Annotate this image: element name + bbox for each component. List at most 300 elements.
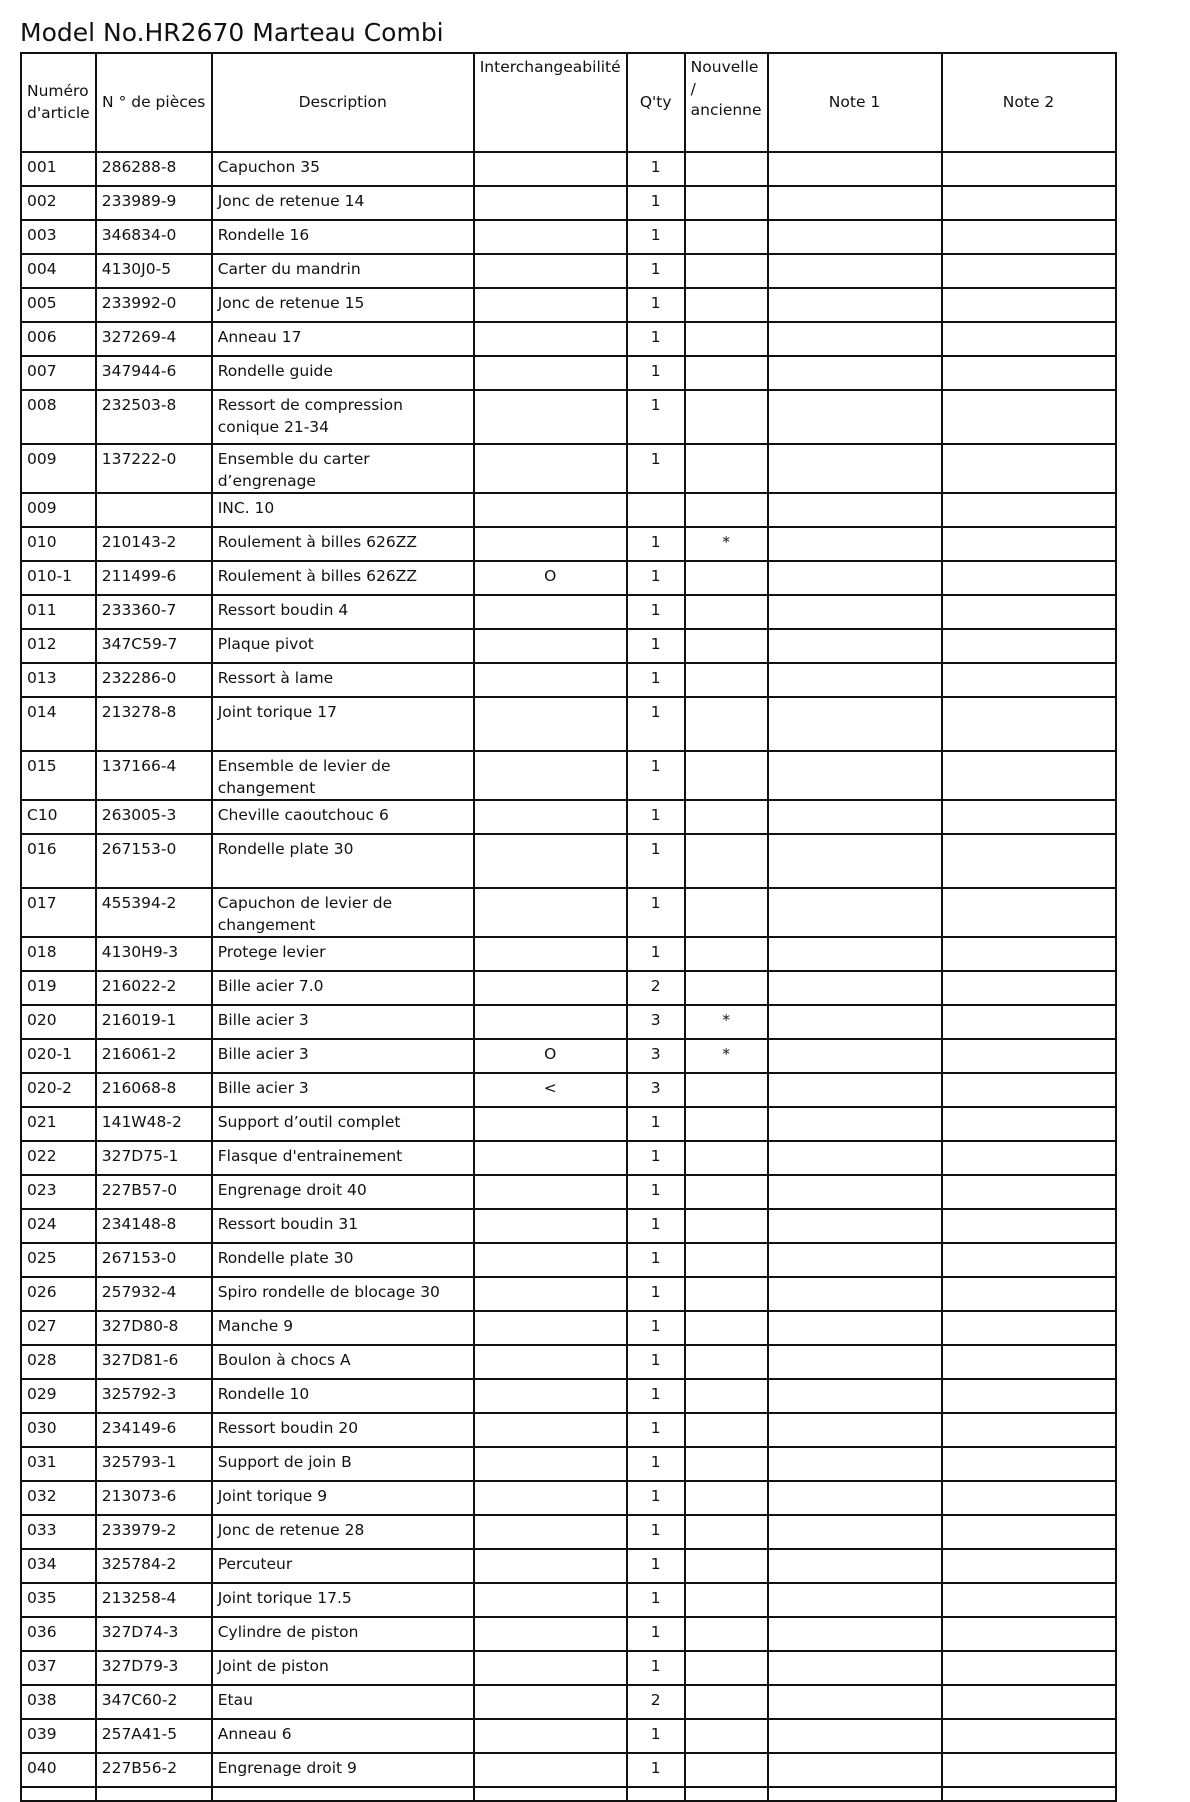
- cell-description: Protege levier: [212, 937, 474, 971]
- cell-interchangeability: [474, 1685, 627, 1719]
- cell-interchangeability: [474, 1515, 627, 1549]
- cell-new-old: [685, 356, 768, 390]
- cell-item-no: 013: [21, 663, 96, 697]
- cell-new-old: [685, 220, 768, 254]
- cell-description: Capuchon 35: [212, 152, 474, 186]
- cell-empty: [768, 1787, 942, 1801]
- cell-note2: [942, 1175, 1116, 1209]
- cell-qty: 1: [627, 288, 685, 322]
- cell-item-no: 001: [21, 152, 96, 186]
- cell-description: Bille acier 3: [212, 1005, 474, 1039]
- cell-qty: 1: [627, 254, 685, 288]
- table-row: [21, 1753, 1116, 1787]
- cell-empty: [474, 1787, 627, 1801]
- cell-part-no: 347C59-7: [96, 629, 212, 663]
- cell-item-no: 010-1: [21, 561, 96, 595]
- table-row: [21, 390, 1116, 444]
- cell-note2: [942, 356, 1116, 390]
- cell-interchangeability: [474, 1345, 627, 1379]
- cell-note1: [768, 834, 942, 888]
- cell-interchangeability: [474, 800, 627, 834]
- cell-part-no: 325792-3: [96, 1379, 212, 1413]
- cell-item-no: 020-2: [21, 1073, 96, 1107]
- cell-note1: [768, 1447, 942, 1481]
- cell-note1: [768, 1277, 942, 1311]
- cell-description: Engrenage droit 40: [212, 1175, 474, 1209]
- cell-note1: [768, 937, 942, 971]
- cell-new-old: *: [685, 1039, 768, 1073]
- cell-part-no: 227B57-0: [96, 1175, 212, 1209]
- cell-interchangeability: [474, 971, 627, 1005]
- header-description: Description: [212, 53, 474, 152]
- cell-interchangeability: O: [474, 561, 627, 595]
- cell-note1: [768, 220, 942, 254]
- cell-note1: [768, 322, 942, 356]
- cell-note1: [768, 663, 942, 697]
- cell-part-no: 233992-0: [96, 288, 212, 322]
- cell-description: Jonc de retenue 14: [212, 186, 474, 220]
- cell-note1: [768, 1209, 942, 1243]
- cell-note2: [942, 629, 1116, 663]
- cell-description: Joint de piston: [212, 1651, 474, 1685]
- table-row: [21, 1175, 1116, 1209]
- table-row: [21, 1583, 1116, 1617]
- table-row: [21, 1651, 1116, 1685]
- cell-item-no: 018: [21, 937, 96, 971]
- cell-empty: [627, 1787, 685, 1801]
- cell-interchangeability: [474, 1175, 627, 1209]
- table-row: [21, 1141, 1116, 1175]
- cell-note1: [768, 1345, 942, 1379]
- cell-interchangeability: [474, 888, 627, 937]
- cell-item-no: 032: [21, 1481, 96, 1515]
- cell-part-no: 233989-9: [96, 186, 212, 220]
- cell-interchangeability: [474, 834, 627, 888]
- cell-note2: [942, 152, 1116, 186]
- table-row: [21, 1073, 1116, 1107]
- cell-interchangeability: [474, 1413, 627, 1447]
- cell-qty: 1: [627, 663, 685, 697]
- cell-note1: [768, 629, 942, 663]
- cell-note2: [942, 1413, 1116, 1447]
- cell-qty: 3: [627, 1039, 685, 1073]
- cell-qty: 1: [627, 629, 685, 663]
- cell-description: Flasque d'entrainement: [212, 1141, 474, 1175]
- cell-note2: [942, 561, 1116, 595]
- header-item-no: Numéro d'article: [21, 53, 96, 152]
- cell-note1: [768, 888, 942, 937]
- cell-qty: 1: [627, 1311, 685, 1345]
- cell-item-no: 015: [21, 751, 96, 800]
- cell-qty: 1: [627, 1515, 685, 1549]
- header-part-no: N ° de pièces: [96, 53, 212, 152]
- cell-item-no: 030: [21, 1413, 96, 1447]
- cell-new-old: [685, 322, 768, 356]
- cell-interchangeability: [474, 1651, 627, 1685]
- cell-note1: [768, 444, 942, 493]
- cell-new-old: [685, 595, 768, 629]
- table-row: [21, 1379, 1116, 1413]
- cell-note2: [942, 751, 1116, 800]
- cell-interchangeability: <: [474, 1073, 627, 1107]
- cell-new-old: [685, 1583, 768, 1617]
- cell-item-no: 025: [21, 1243, 96, 1277]
- cell-description: INC. 10: [212, 493, 474, 527]
- cell-note2: [942, 1141, 1116, 1175]
- cell-qty: 1: [627, 937, 685, 971]
- cell-part-no: 141W48-2: [96, 1107, 212, 1141]
- cell-qty: 1: [627, 356, 685, 390]
- page-title: Model No.HR2670 Marteau Combi: [20, 18, 444, 47]
- cell-qty: 1: [627, 751, 685, 800]
- cell-interchangeability: [474, 1107, 627, 1141]
- cell-interchangeability: [474, 1005, 627, 1039]
- cell-note2: [942, 1107, 1116, 1141]
- cell-description: Ressort boudin 20: [212, 1413, 474, 1447]
- cell-part-no: 327D79-3: [96, 1651, 212, 1685]
- table-row: [21, 629, 1116, 663]
- cell-note1: [768, 1719, 942, 1753]
- cell-item-no: 011: [21, 595, 96, 629]
- cell-part-no: 257A41-5: [96, 1719, 212, 1753]
- cell-qty: 1: [627, 800, 685, 834]
- cell-new-old: [685, 1481, 768, 1515]
- cell-item-no: 033: [21, 1515, 96, 1549]
- cell-item-no: 037: [21, 1651, 96, 1685]
- cell-item-no: 035: [21, 1583, 96, 1617]
- cell-qty: 1: [627, 220, 685, 254]
- cell-interchangeability: [474, 288, 627, 322]
- cell-new-old: [685, 186, 768, 220]
- cell-note1: [768, 1175, 942, 1209]
- cell-note2: [942, 834, 1116, 888]
- cell-qty: 1: [627, 1345, 685, 1379]
- cell-part-no: 327D81-6: [96, 1345, 212, 1379]
- cell-qty: 1: [627, 152, 685, 186]
- table-row: [21, 1447, 1116, 1481]
- cell-item-no: 026: [21, 1277, 96, 1311]
- cell-note2: [942, 254, 1116, 288]
- cell-part-no: 347944-6: [96, 356, 212, 390]
- header-qty: Q'ty: [627, 53, 685, 152]
- cell-note2: [942, 527, 1116, 561]
- cell-interchangeability: [474, 356, 627, 390]
- cell-note2: [942, 937, 1116, 971]
- cell-new-old: [685, 254, 768, 288]
- cell-interchangeability: [474, 1209, 627, 1243]
- cell-note1: [768, 1617, 942, 1651]
- table-row: [21, 1345, 1116, 1379]
- cell-note2: [942, 322, 1116, 356]
- cell-interchangeability: [474, 937, 627, 971]
- table-row: [21, 1209, 1116, 1243]
- cell-item-no: 016: [21, 834, 96, 888]
- table-row: [21, 1549, 1116, 1583]
- cell-description: Joint torique 17.5: [212, 1583, 474, 1617]
- cell-note2: [942, 1583, 1116, 1617]
- cell-new-old: [685, 629, 768, 663]
- cell-item-no: 007: [21, 356, 96, 390]
- cell-part-no: 234149-6: [96, 1413, 212, 1447]
- cell-qty: 1: [627, 1141, 685, 1175]
- cell-new-old: [685, 1209, 768, 1243]
- table-row: [21, 663, 1116, 697]
- cell-note1: [768, 697, 942, 751]
- cell-new-old: [685, 1311, 768, 1345]
- cell-note1: [768, 288, 942, 322]
- cell-part-no: 137222-0: [96, 444, 212, 493]
- table-row: [21, 1617, 1116, 1651]
- cell-description: Support d’outil complet: [212, 1107, 474, 1141]
- cell-interchangeability: [474, 220, 627, 254]
- cell-note2: [942, 697, 1116, 751]
- cell-item-no: 023: [21, 1175, 96, 1209]
- cell-description: Joint torique 17: [212, 697, 474, 751]
- cell-new-old: [685, 1447, 768, 1481]
- table-row: [21, 152, 1116, 186]
- table-row: [21, 288, 1116, 322]
- cell-part-no: 213278-8: [96, 697, 212, 751]
- cell-note2: [942, 288, 1116, 322]
- cell-interchangeability: [474, 1379, 627, 1413]
- cell-new-old: [685, 1549, 768, 1583]
- cell-part-no: 286288-8: [96, 152, 212, 186]
- cell-note1: [768, 1753, 942, 1787]
- cell-description: Ressort boudin 31: [212, 1209, 474, 1243]
- cell-part-no: 137166-4: [96, 751, 212, 800]
- cell-qty: 1: [627, 834, 685, 888]
- cell-qty: 1: [627, 561, 685, 595]
- cell-note1: [768, 1243, 942, 1277]
- cell-item-no: 010: [21, 527, 96, 561]
- table-row: [21, 493, 1116, 527]
- cell-part-no: 216022-2: [96, 971, 212, 1005]
- cell-note2: [942, 1345, 1116, 1379]
- cell-part-no: 327D80-8: [96, 1311, 212, 1345]
- cell-note2: [942, 220, 1116, 254]
- cell-item-no: 014: [21, 697, 96, 751]
- cell-new-old: [685, 888, 768, 937]
- table-row: [21, 322, 1116, 356]
- cell-item-no: 019: [21, 971, 96, 1005]
- cell-note1: [768, 390, 942, 444]
- cell-new-old: [685, 751, 768, 800]
- cell-description: Support de join B: [212, 1447, 474, 1481]
- cell-qty: 1: [627, 1413, 685, 1447]
- cell-part-no: 327D75-1: [96, 1141, 212, 1175]
- cell-new-old: [685, 493, 768, 527]
- cell-new-old: [685, 1175, 768, 1209]
- cell-description: Anneau 6: [212, 1719, 474, 1753]
- table-row: [21, 527, 1116, 561]
- table-row: [21, 1277, 1116, 1311]
- cell-interchangeability: [474, 527, 627, 561]
- cell-new-old: [685, 1345, 768, 1379]
- cell-description: Ensemble de levier de changement: [212, 751, 474, 800]
- cell-qty: 1: [627, 888, 685, 937]
- cell-new-old: [685, 1617, 768, 1651]
- cell-note1: [768, 561, 942, 595]
- cell-description: Engrenage droit 9: [212, 1753, 474, 1787]
- cell-interchangeability: O: [474, 1039, 627, 1073]
- cell-note2: [942, 1617, 1116, 1651]
- table-row: [21, 356, 1116, 390]
- cell-interchangeability: [474, 444, 627, 493]
- cell-interchangeability: [474, 1447, 627, 1481]
- cell-empty: [212, 1787, 474, 1801]
- cell-part-no: 213073-6: [96, 1481, 212, 1515]
- cell-item-no: 002: [21, 186, 96, 220]
- cell-description: Anneau 17: [212, 322, 474, 356]
- table-row: [21, 1515, 1116, 1549]
- cell-part-no: 257932-4: [96, 1277, 212, 1311]
- cell-note1: [768, 1651, 942, 1685]
- cell-part-no: [96, 493, 212, 527]
- cell-new-old: [685, 834, 768, 888]
- cell-note1: [768, 595, 942, 629]
- cell-note2: [942, 1005, 1116, 1039]
- table-row: [21, 888, 1116, 937]
- cell-new-old: [685, 390, 768, 444]
- cell-note2: [942, 1243, 1116, 1277]
- cell-description: Bille acier 7.0: [212, 971, 474, 1005]
- cell-qty: 1: [627, 1209, 685, 1243]
- table-row: [21, 800, 1116, 834]
- cell-qty: 3: [627, 1005, 685, 1039]
- cell-note1: [768, 1481, 942, 1515]
- cell-note2: [942, 1685, 1116, 1719]
- cell-note2: [942, 663, 1116, 697]
- cell-description: Plaque pivot: [212, 629, 474, 663]
- cell-new-old: [685, 1719, 768, 1753]
- cell-description: Ensemble du carter d’engrenage: [212, 444, 474, 493]
- table-row: [21, 1039, 1116, 1073]
- table-row: [21, 595, 1116, 629]
- cell-description: Rondelle plate 30: [212, 834, 474, 888]
- cell-note1: [768, 751, 942, 800]
- cell-qty: 1: [627, 186, 685, 220]
- cell-description: Jonc de retenue 15: [212, 288, 474, 322]
- cell-interchangeability: [474, 1583, 627, 1617]
- cell-qty: 1: [627, 1481, 685, 1515]
- cell-new-old: [685, 1651, 768, 1685]
- cell-part-no: 267153-0: [96, 1243, 212, 1277]
- table-row: [21, 1685, 1116, 1719]
- cell-interchangeability: [474, 493, 627, 527]
- cell-qty: 2: [627, 971, 685, 1005]
- cell-note1: [768, 1141, 942, 1175]
- table-row-partial: [21, 1787, 1116, 1801]
- cell-new-old: *: [685, 1005, 768, 1039]
- cell-part-no: 233979-2: [96, 1515, 212, 1549]
- cell-description: Boulon à chocs A: [212, 1345, 474, 1379]
- table-row: [21, 1311, 1116, 1345]
- cell-note1: [768, 527, 942, 561]
- cell-interchangeability: [474, 152, 627, 186]
- header-note2: Note 2: [942, 53, 1116, 152]
- cell-note2: [942, 1651, 1116, 1685]
- cell-description: Rondelle 16: [212, 220, 474, 254]
- cell-item-no: 022: [21, 1141, 96, 1175]
- cell-new-old: [685, 444, 768, 493]
- cell-interchangeability: [474, 1719, 627, 1753]
- cell-description: Bille acier 3: [212, 1073, 474, 1107]
- table-row: [21, 1481, 1116, 1515]
- cell-interchangeability: [474, 629, 627, 663]
- table-row: [21, 186, 1116, 220]
- cell-interchangeability: [474, 751, 627, 800]
- cell-qty: 1: [627, 527, 685, 561]
- cell-new-old: *: [685, 527, 768, 561]
- parts-table-body: [21, 152, 1116, 1801]
- cell-note2: [942, 493, 1116, 527]
- cell-new-old: [685, 663, 768, 697]
- cell-interchangeability: [474, 697, 627, 751]
- cell-interchangeability: [474, 1141, 627, 1175]
- cell-qty: 1: [627, 1107, 685, 1141]
- cell-qty: 1: [627, 1651, 685, 1685]
- cell-new-old: [685, 1073, 768, 1107]
- cell-item-no: 020: [21, 1005, 96, 1039]
- parts-table: [20, 52, 1117, 1802]
- table-row: [21, 751, 1116, 800]
- cell-new-old: [685, 800, 768, 834]
- cell-new-old: [685, 1413, 768, 1447]
- cell-description: Joint torique 9: [212, 1481, 474, 1515]
- cell-empty: [21, 1787, 96, 1801]
- cell-note2: [942, 1039, 1116, 1073]
- cell-item-no: 021: [21, 1107, 96, 1141]
- cell-description: Rondelle 10: [212, 1379, 474, 1413]
- cell-new-old: [685, 561, 768, 595]
- cell-description: Bille acier 3: [212, 1039, 474, 1073]
- cell-description: Cheville caoutchouc 6: [212, 800, 474, 834]
- cell-part-no: 325784-2: [96, 1549, 212, 1583]
- cell-empty: [685, 1787, 768, 1801]
- cell-note1: [768, 800, 942, 834]
- cell-item-no: 040: [21, 1753, 96, 1787]
- cell-new-old: [685, 1141, 768, 1175]
- cell-qty: 3: [627, 1073, 685, 1107]
- cell-part-no: 234148-8: [96, 1209, 212, 1243]
- cell-qty: 1: [627, 1583, 685, 1617]
- cell-note2: [942, 1719, 1116, 1753]
- cell-part-no: 325793-1: [96, 1447, 212, 1481]
- cell-note2: [942, 1515, 1116, 1549]
- cell-note2: [942, 1209, 1116, 1243]
- cell-item-no: 027: [21, 1311, 96, 1345]
- cell-qty: 1: [627, 390, 685, 444]
- cell-part-no: 227B56-2: [96, 1753, 212, 1787]
- cell-note2: [942, 595, 1116, 629]
- cell-note1: [768, 1515, 942, 1549]
- header-interchangeability: Interchangeabilité: [474, 53, 627, 152]
- cell-new-old: [685, 1753, 768, 1787]
- cell-part-no: 213258-4: [96, 1583, 212, 1617]
- cell-part-no: 216068-8: [96, 1073, 212, 1107]
- cell-new-old: [685, 1243, 768, 1277]
- cell-note1: [768, 1005, 942, 1039]
- cell-description: Cylindre de piston: [212, 1617, 474, 1651]
- cell-item-no: 017: [21, 888, 96, 937]
- cell-note1: [768, 1107, 942, 1141]
- cell-description: Percuteur: [212, 1549, 474, 1583]
- cell-interchangeability: [474, 1617, 627, 1651]
- cell-qty: 1: [627, 1379, 685, 1413]
- cell-description: Rondelle plate 30: [212, 1243, 474, 1277]
- cell-note2: [942, 1311, 1116, 1345]
- cell-new-old: [685, 937, 768, 971]
